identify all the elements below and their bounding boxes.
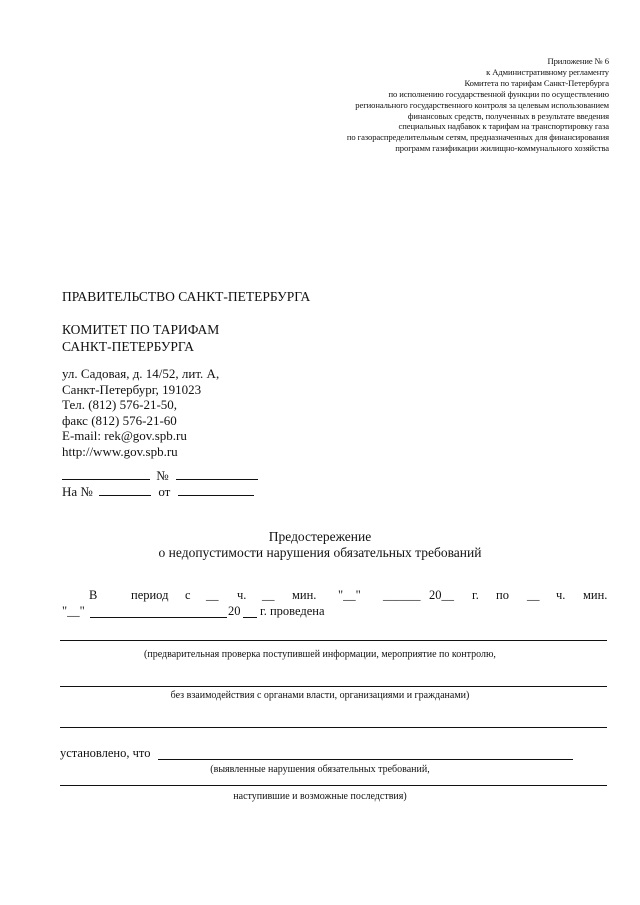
period-word: В bbox=[89, 588, 98, 602]
period-year: 20__ bbox=[429, 588, 454, 602]
email-address: E-mail: rek@gov.spb.ru bbox=[62, 428, 187, 444]
phone-number: Тел. (812) 576-21-50, bbox=[62, 397, 178, 413]
appendix-line: регионального государственного контроля за целевым использованием bbox=[355, 99, 609, 110]
conducted-text: г. проведена bbox=[260, 604, 325, 618]
fax-number: факс (812) 576-21-60 bbox=[62, 412, 177, 428]
date-year-blank bbox=[243, 617, 257, 618]
contact-block bbox=[62, 366, 219, 460]
period-blank: __ bbox=[206, 588, 219, 602]
period-blank: ______ bbox=[383, 588, 421, 602]
period-word: с bbox=[185, 588, 191, 602]
date-year: 20 bbox=[228, 604, 241, 618]
period-word: мин. bbox=[583, 588, 608, 602]
check-type-line bbox=[60, 686, 607, 687]
committee-line: САНКТ-ПЕТЕРБУРГА bbox=[62, 338, 195, 354]
date-day-blank: "__" bbox=[62, 604, 85, 618]
number-sign: № bbox=[156, 468, 169, 483]
period-blank: "__" bbox=[338, 588, 361, 602]
document-title: Предостережение bbox=[268, 529, 372, 544]
violation-caption: (выявленные нарушения обязательных требований, bbox=[210, 764, 430, 775]
address-city: Санкт-Петербург, 191023 bbox=[62, 381, 202, 397]
appendix-line: к Административному регламенту bbox=[486, 66, 609, 77]
period-word: ч. bbox=[237, 588, 247, 602]
violation-line bbox=[158, 759, 573, 760]
document-subtitle: о недопустимости нарушения обязательных требований bbox=[158, 545, 482, 560]
period-word: по bbox=[496, 588, 509, 602]
period-word: мин. bbox=[292, 588, 317, 602]
period-blank: __ bbox=[262, 588, 275, 602]
date-blank bbox=[62, 468, 150, 480]
website-link: http://www.gov.spb.ru bbox=[62, 443, 178, 459]
outgoing-number-row bbox=[62, 468, 258, 484]
on-number-label: На № bbox=[62, 484, 93, 499]
appendix-line: Приложение № 6 bbox=[547, 56, 609, 66]
period-blank: __ bbox=[527, 588, 540, 602]
date-blank bbox=[178, 484, 254, 496]
committee-line: КОМИТЕТ ПО ТАРИФАМ bbox=[62, 322, 220, 337]
number-blank bbox=[99, 484, 151, 496]
government-title: ПРАВИТЕЛЬСТВО САНКТ-ПЕТЕРБУРГА bbox=[62, 289, 311, 304]
established-label: установлено, что bbox=[60, 746, 151, 760]
period-word: ч. bbox=[556, 588, 566, 602]
from-label: от bbox=[158, 484, 171, 499]
appendix-line: финансовых средств, полученных в результате введения bbox=[407, 110, 609, 121]
appendix-reference bbox=[279, 56, 609, 154]
committee-name bbox=[62, 322, 219, 355]
appendix-line: по исполнению государственной функции по осуществлению bbox=[388, 88, 609, 99]
period-word: период bbox=[131, 588, 169, 602]
appendix-line: по газораспределительным сетям, предназначенных для финансирования bbox=[346, 132, 609, 143]
check-type-caption: без взаимодействия с органами власти, организациями и гражданами) bbox=[170, 690, 470, 701]
appendix-line: специальных надбавок к тарифам на транспортировку газа bbox=[398, 121, 609, 132]
blank-line bbox=[60, 727, 607, 728]
check-type-line bbox=[60, 640, 607, 641]
period-word: г. bbox=[472, 588, 479, 602]
number-blank bbox=[176, 468, 258, 480]
date-month-blank bbox=[90, 617, 227, 618]
consequence-caption: наступившие и возможные последствия) bbox=[233, 791, 407, 802]
incoming-number-row bbox=[62, 484, 254, 500]
appendix-line: Комитета по тарифам Санкт-Петербурга bbox=[464, 77, 609, 88]
appendix-line: программ газификации жилищно-коммунального хозяйства bbox=[395, 143, 609, 154]
address-street: ул. Садовая, д. 14/52, лит. А, bbox=[62, 366, 220, 381]
consequence-line bbox=[60, 785, 607, 786]
check-type-caption: (предварительная проверка поступившей информации, мероприятие по контролю, bbox=[144, 649, 496, 660]
